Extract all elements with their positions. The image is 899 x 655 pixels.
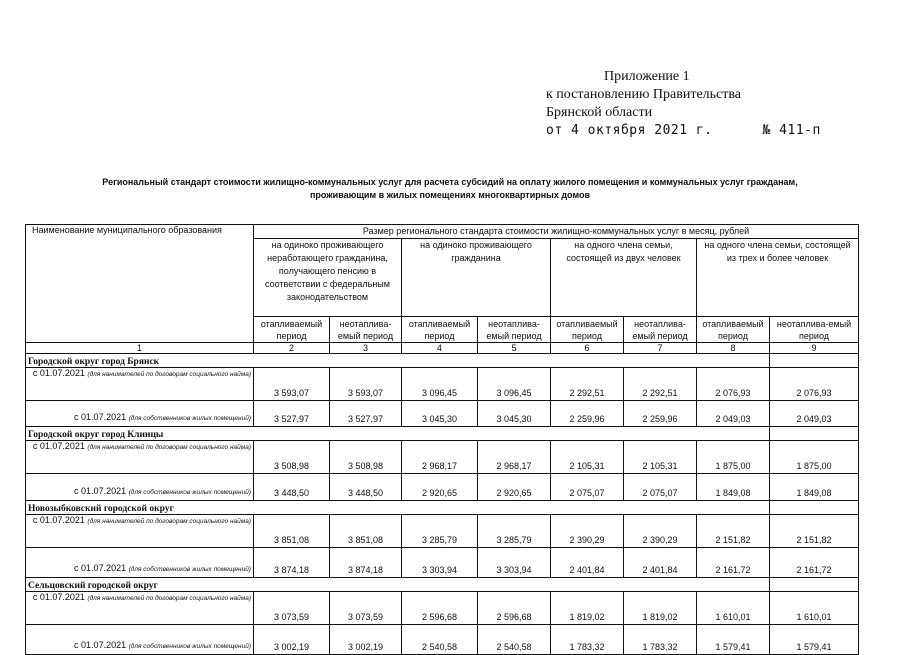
value-cell: 2 920,65: [402, 474, 478, 501]
table-row: [26, 592, 859, 625]
value-cell: 2 075,07: [551, 474, 624, 501]
document-title-line2: проживающим в жилых помещениях многоквартирных домов: [309, 190, 591, 200]
value-cell: 3 045,30: [402, 401, 478, 427]
row-date: с 01.07.2021: [32, 515, 85, 525]
value-cell: 1 783,32: [624, 625, 697, 655]
appendix-region: Брянской области: [546, 105, 653, 120]
value-cell: 3 851,08: [330, 515, 402, 548]
section-name: Сельцовский городской округ: [26, 578, 770, 592]
value-cell: 2 596,68: [478, 592, 551, 625]
value-cell: 2 401,84: [624, 548, 697, 578]
value-cell: 2 968,17: [402, 441, 478, 474]
row-label: [26, 401, 254, 427]
column-number: 2: [254, 343, 330, 354]
section-row: [26, 427, 859, 441]
value-cell: 2 292,51: [551, 368, 624, 401]
value-cell: 2 968,17: [478, 441, 551, 474]
value-cell: 3 593,07: [330, 368, 402, 401]
table-row: [26, 515, 859, 548]
value-cell: 2 076,93: [697, 368, 770, 401]
value-cell: 2 076,93: [770, 368, 859, 401]
value-cell: 3 874,18: [330, 548, 402, 578]
value-cell: 2 540,58: [402, 625, 478, 655]
value-cell: 2 151,82: [697, 515, 770, 548]
row-date: с 01.07.2021: [32, 441, 85, 451]
table-row: [26, 474, 859, 501]
section-name: Новозыбковский городской округ: [26, 501, 770, 515]
section-empty-cell: [770, 501, 859, 515]
section-row: [26, 501, 859, 515]
subheader-heated: отапливаемый период: [697, 317, 770, 343]
value-cell: 2 401,84: [551, 548, 624, 578]
section-empty-cell: [770, 354, 859, 368]
value-cell: 2 105,31: [624, 441, 697, 474]
subheader-heated: отапливаемый период: [254, 317, 330, 343]
section-row: [26, 354, 859, 368]
value-cell: 3 448,50: [254, 474, 330, 501]
value-cell: 3 448,50: [330, 474, 402, 501]
value-cell: 1 819,02: [624, 592, 697, 625]
value-cell: 1 875,00: [697, 441, 770, 474]
value-cell: 3 508,98: [330, 441, 402, 474]
value-cell: 1 849,08: [770, 474, 859, 501]
value-cell: 3 073,59: [330, 592, 402, 625]
column-numbers-row: [26, 343, 859, 354]
value-cell: 2 390,29: [551, 515, 624, 548]
value-cell: 3 874,18: [254, 548, 330, 578]
header-group-two-person: на одного члена семьи, состоящей из двух человек: [551, 239, 697, 317]
value-cell: 1 875,00: [770, 441, 859, 474]
value-cell: 2 292,51: [624, 368, 697, 401]
value-cell: 1 610,01: [770, 592, 859, 625]
row-label: [26, 441, 254, 474]
value-cell: 3 096,45: [402, 368, 478, 401]
row-note: (для нанимателей по договорам социального найма): [87, 444, 251, 451]
column-number: 7: [624, 343, 697, 354]
value-cell: 2 920,65: [478, 474, 551, 501]
value-cell: 3 527,97: [254, 401, 330, 427]
value-cell: 2 596,68: [402, 592, 478, 625]
appendix-resolution: к постановлению Правительства: [546, 87, 742, 102]
table-row: [26, 368, 859, 401]
value-cell: 2 049,03: [697, 401, 770, 427]
row-note: (для нанимателей по договорам социального найма): [87, 518, 251, 525]
value-cell: 3 045,30: [478, 401, 551, 427]
standards-table: [25, 224, 859, 655]
value-cell: 3 002,19: [330, 625, 402, 655]
subheader-unheated: неотаплива-емый период: [624, 317, 697, 343]
value-cell: 3 527,97: [330, 401, 402, 427]
header-group-single: на одиноко проживающего гражданина: [402, 239, 551, 317]
column-number: 4: [402, 343, 478, 354]
subheader-heated: отапливаемый период: [551, 317, 624, 343]
row-date: с 01.07.2021: [74, 412, 127, 422]
row-label: [26, 548, 254, 578]
subheader-heated: отапливаемый период: [402, 317, 478, 343]
appendix-title: Приложение 1: [604, 69, 690, 84]
section-row: [26, 578, 859, 592]
column-number: 3: [330, 343, 402, 354]
row-label: [26, 368, 254, 401]
value-cell: 3 285,79: [478, 515, 551, 548]
value-cell: 3 303,94: [402, 548, 478, 578]
document-title-line1: Региональный стандарт стоимости жилищно-коммунальных услуг для расчета субсидий на оплату жилого помещения и коммунальных услуг гражданам,: [102, 177, 798, 187]
row-date: с 01.07.2021: [32, 592, 85, 602]
column-number: 5: [478, 343, 551, 354]
document-title: [40, 176, 860, 202]
value-cell: 3 096,45: [478, 368, 551, 401]
appendix-date-number: [546, 122, 821, 140]
value-cell: 2 540,58: [478, 625, 551, 655]
value-cell: 3 593,07: [254, 368, 330, 401]
value-cell: 2 161,72: [697, 548, 770, 578]
row-note: (для собственников жилых помещений): [128, 489, 251, 496]
table-row: [26, 401, 859, 427]
value-cell: 1 783,32: [551, 625, 624, 655]
row-note: (для собственников жилых помещений): [128, 643, 251, 650]
value-cell: 1 579,41: [697, 625, 770, 655]
section-name: Городской округ город Клинцы: [26, 427, 770, 441]
section-name: Городской округ город Брянск: [26, 354, 770, 368]
row-date: с 01.07.2021: [32, 368, 85, 378]
subheader-unheated: неотаплива-емый период: [770, 317, 859, 343]
row-note: (для собственников жилых помещений): [128, 566, 251, 573]
value-cell: 2 049,03: [770, 401, 859, 427]
row-label: [26, 515, 254, 548]
column-number: 9: [770, 343, 859, 354]
value-cell: 2 075,07: [624, 474, 697, 501]
appendix-number: № 411-п: [762, 123, 821, 138]
header-group-pensioner: на одиноко проживающего неработающего гражданина, получающего пенсию в соответствии с федеральным законодательством: [254, 239, 402, 317]
column-number: 6: [551, 343, 624, 354]
value-cell: 1 849,08: [697, 474, 770, 501]
value-cell: 2 259,96: [624, 401, 697, 427]
value-cell: 2 161,72: [770, 548, 859, 578]
column-number: 8: [697, 343, 770, 354]
column-number: 1: [26, 343, 254, 354]
value-cell: 1 579,41: [770, 625, 859, 655]
table-body: [26, 354, 859, 655]
value-cell: 2 390,29: [624, 515, 697, 548]
row-note: (для нанимателей по договорам социального найма): [87, 371, 251, 378]
value-cell: 3 851,08: [254, 515, 330, 548]
row-date: с 01.07.2021: [74, 486, 127, 496]
row-note: (для нанимателей по договорам социального найма): [87, 595, 251, 602]
row-date: с 01.07.2021: [74, 640, 127, 650]
value-cell: 1 610,01: [697, 592, 770, 625]
section-empty-cell: [770, 427, 859, 441]
value-cell: 3 508,98: [254, 441, 330, 474]
subheader-unheated: неотаплива-емый период: [330, 317, 402, 343]
row-label: [26, 474, 254, 501]
appendix-date: от 4 октября 2021 г.: [546, 123, 713, 138]
value-cell: 1 819,02: [551, 592, 624, 625]
row-date: с 01.07.2021: [74, 563, 127, 573]
table-row: [26, 548, 859, 578]
subheader-unheated: неотаплива-емый период: [478, 317, 551, 343]
value-cell: 3 285,79: [402, 515, 478, 548]
value-cell: 3 073,59: [254, 592, 330, 625]
row-label: [26, 592, 254, 625]
value-cell: 3 002,19: [254, 625, 330, 655]
section-empty-cell: [770, 578, 859, 592]
value-cell: 3 303,94: [478, 548, 551, 578]
value-cell: 2 151,82: [770, 515, 859, 548]
table-row: [26, 441, 859, 474]
value-cell: 2 259,96: [551, 401, 624, 427]
value-cell: 2 105,31: [551, 441, 624, 474]
header-municipality: Наименование муниципального образования: [26, 225, 254, 343]
appendix-block: [546, 68, 821, 140]
header-standard-size: Размер регионального стандарта стоимости жилищно-коммунальных услуг в месяц, рублей: [254, 225, 859, 239]
header-group-three-plus: на одного члена семьи, состоящей из трех и более человек: [697, 239, 859, 317]
row-note: (для собственников жилых помещений): [128, 415, 251, 422]
